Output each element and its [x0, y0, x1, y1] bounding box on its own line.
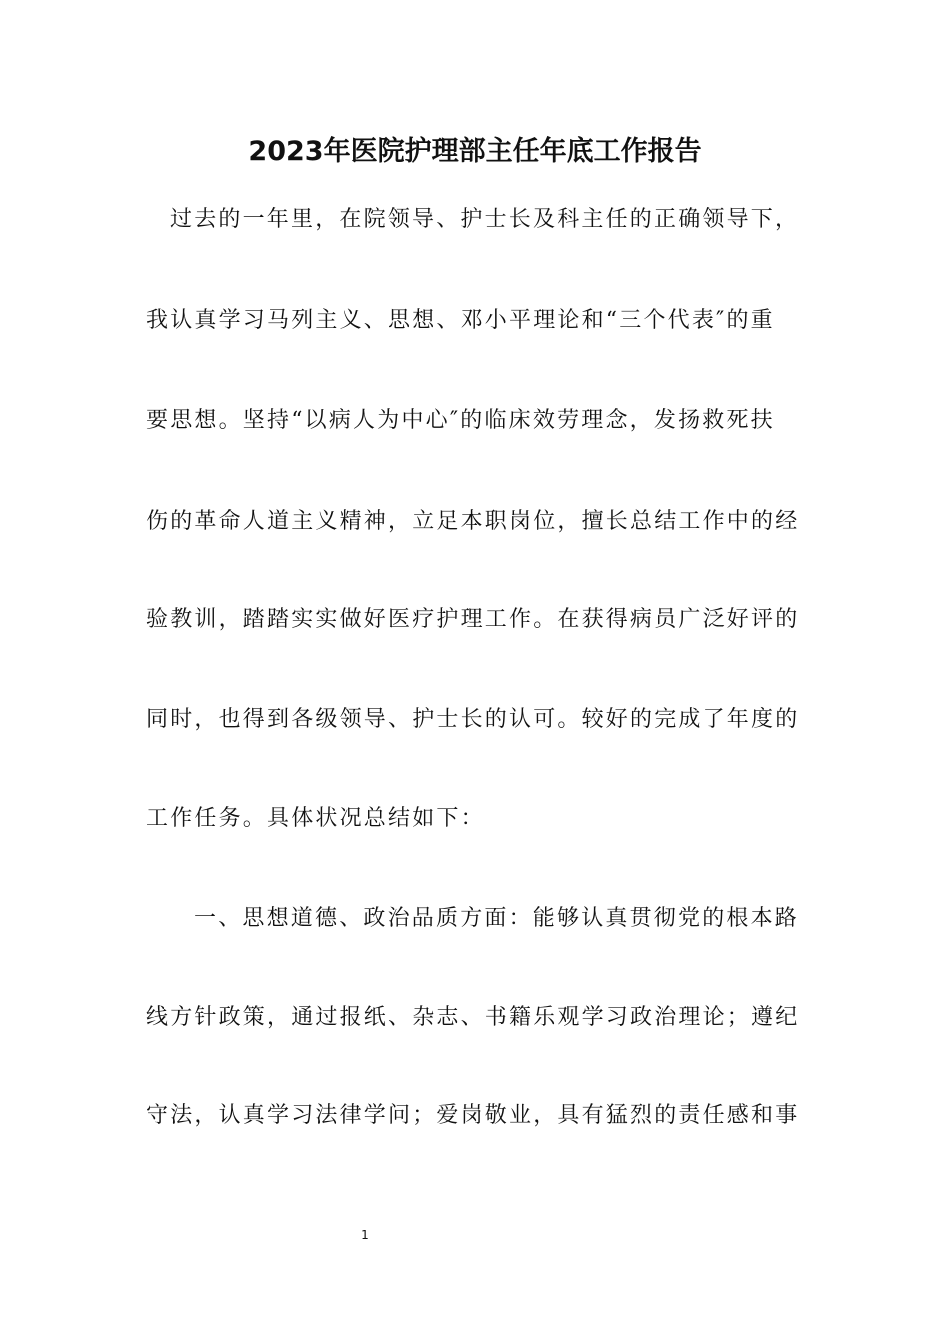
paragraph-line: 验教训，踏踏实实做好医疗护理工作。在获得病员广泛好评的: [146, 607, 800, 632]
paragraph-line: 伤的革命人道主义精神，立足本职岗位，擅长总结工作中的经: [146, 509, 800, 534]
document-title: 2023年医院护理部主任年底工作报告: [248, 136, 702, 167]
paragraph-line: 同时，也得到各级领导、护士长的认可。较好的完成了年度的: [146, 707, 800, 732]
paragraph-line: 工作任务。具体状况总结如下：: [146, 806, 485, 831]
paragraph-line: 守法，认真学习法律学问；爱岗敬业，具有猛烈的责任感和事: [146, 1103, 800, 1128]
section-heading-line: 一、思想道德、政治品质方面：能够认真贯彻党的根本路: [194, 906, 800, 931]
page-number: 1: [361, 1228, 369, 1242]
paragraph-line: 我认真学习马列主义、思想、邓小平理论和“三个代表″的重: [146, 308, 775, 333]
paragraph-line: 线方针政策，通过报纸、杂志、书籍乐观学习政治理论；遵纪: [146, 1005, 800, 1030]
paragraph-line: 要思想。坚持“以病人为中心″的临床效劳理念，发扬救死扶: [146, 408, 775, 433]
paragraph-line: 过去的一年里，在院领导、护士长及科主任的正确领导下，: [170, 207, 800, 232]
